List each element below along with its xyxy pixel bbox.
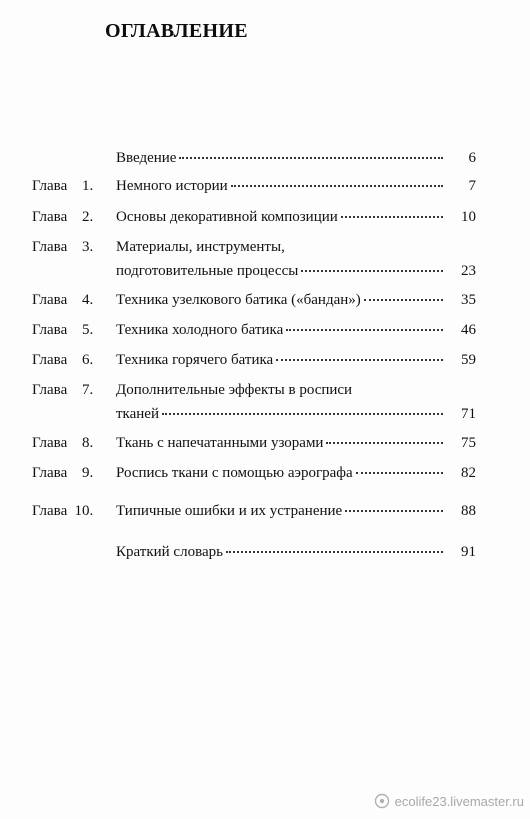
chapter-label: Глава [32,465,68,481]
entry-title [116,146,446,170]
entry-title-text: Основы декоративной композиции [116,209,338,225]
page-number: 35 [461,292,476,308]
dot-leader [301,268,443,272]
entry-title-text: Техника горячего батика [116,352,274,368]
entry-title [116,378,446,426]
chapter-label: Глава [32,322,68,338]
chapter-label: Глава [32,503,68,519]
entry-title [116,431,446,455]
entry-title [116,348,446,372]
page-number: 75 [461,435,476,451]
page-number: 46 [461,322,476,338]
chapter-prefix [32,348,93,372]
entry-title-line [116,431,446,455]
page-number: 23 [461,263,476,279]
dot-leader [276,357,443,361]
entry-title-line [116,205,446,229]
chapter-prefix [32,288,93,312]
chapter-prefix [32,461,93,485]
chapter-number: 7. [81,382,94,398]
entry-title [116,174,446,198]
watermark-text: ecolife23.livemaster.ru [394,793,524,809]
chapter-label: Глава [32,292,68,308]
entry-title-line [116,461,446,485]
entry-title-text: Материалы, инструменты, [116,239,285,255]
entry-title-text: Краткий словарь [116,544,223,560]
dot-leader [364,297,443,301]
chapter-label: Глава [32,239,68,255]
chapter-label: Глава [32,382,68,398]
chapter-prefix [32,431,93,455]
chapter-number: 9. [81,465,94,481]
chapter-label: Глава [32,435,68,451]
page-number: 71 [461,406,476,422]
chapter-prefix [32,205,93,229]
entry-title-line [116,174,446,198]
livemaster-logo-icon [374,793,390,809]
entry-title-line [116,235,446,259]
entry-title-line [116,348,446,372]
entry-title-text: Типичные ошибки и их устранение [116,503,343,519]
dot-leader [286,327,443,331]
chapter-label: Глава [32,209,68,225]
dot-leader [231,183,443,187]
entry-title-text: Роспись ткани с помощью аэрографа [116,465,353,481]
entry-title-line [116,499,446,523]
dot-leader [326,440,443,444]
dot-leader [356,470,443,474]
chapter-label: Глава [32,178,68,194]
entry-title [116,540,446,564]
chapter-number: 1. [81,178,94,194]
page-number: 7 [468,178,476,194]
page-number: 59 [461,352,476,368]
entry-title-line [116,259,446,283]
entry-title-text: Введение [116,150,177,166]
entry-title-text: Ткань с напечатанными узорами [116,435,324,451]
entry-title [116,318,446,342]
entry-title [116,235,446,283]
entry-title-text: подготовительные процессы [116,263,299,279]
entry-title-line [116,318,446,342]
entry-title-line [116,378,446,402]
chapter-number: 6. [81,352,94,368]
page-number: 6 [468,150,476,166]
chapter-prefix [32,235,93,259]
chapter-prefix [32,499,93,523]
dot-leader [226,549,443,553]
entry-title-line [116,146,446,170]
entry-title-text: Техника холодного батика [116,322,284,338]
chapter-number: 5. [81,322,94,338]
chapter-number: 10. [74,503,94,519]
page-number: 88 [461,503,476,519]
dot-leader [179,155,443,159]
page-number: 82 [461,465,476,481]
entry-title-line [116,288,446,312]
chapter-label: Глава [32,352,68,368]
page-title: ОГЛАВЛЕНИЕ [105,20,248,42]
entry-title-line [116,402,446,426]
dot-leader [162,411,443,415]
watermark [374,793,524,809]
chapter-prefix [32,318,93,342]
entry-title [116,288,446,312]
chapter-number: 8. [81,435,94,451]
entry-title [116,461,446,485]
entry-title [116,499,446,523]
chapter-number: 2. [81,209,94,225]
entry-title-line [116,540,446,564]
entry-title [116,205,446,229]
entry-title-text: Техника узелкового батика («бандан») [116,292,361,308]
page-number: 91 [461,544,476,560]
chapter-number: 4. [81,292,94,308]
chapter-number: 3. [81,239,94,255]
page-number: 10 [461,209,476,225]
chapter-prefix [32,174,93,198]
entry-title-text: Немного истории [116,178,228,194]
chapter-prefix [32,378,93,402]
dot-leader [345,508,443,512]
entry-title-text: Дополнительные эффекты в росписи [116,382,353,398]
dot-leader [341,214,443,218]
entry-title-text: тканей [116,406,159,422]
